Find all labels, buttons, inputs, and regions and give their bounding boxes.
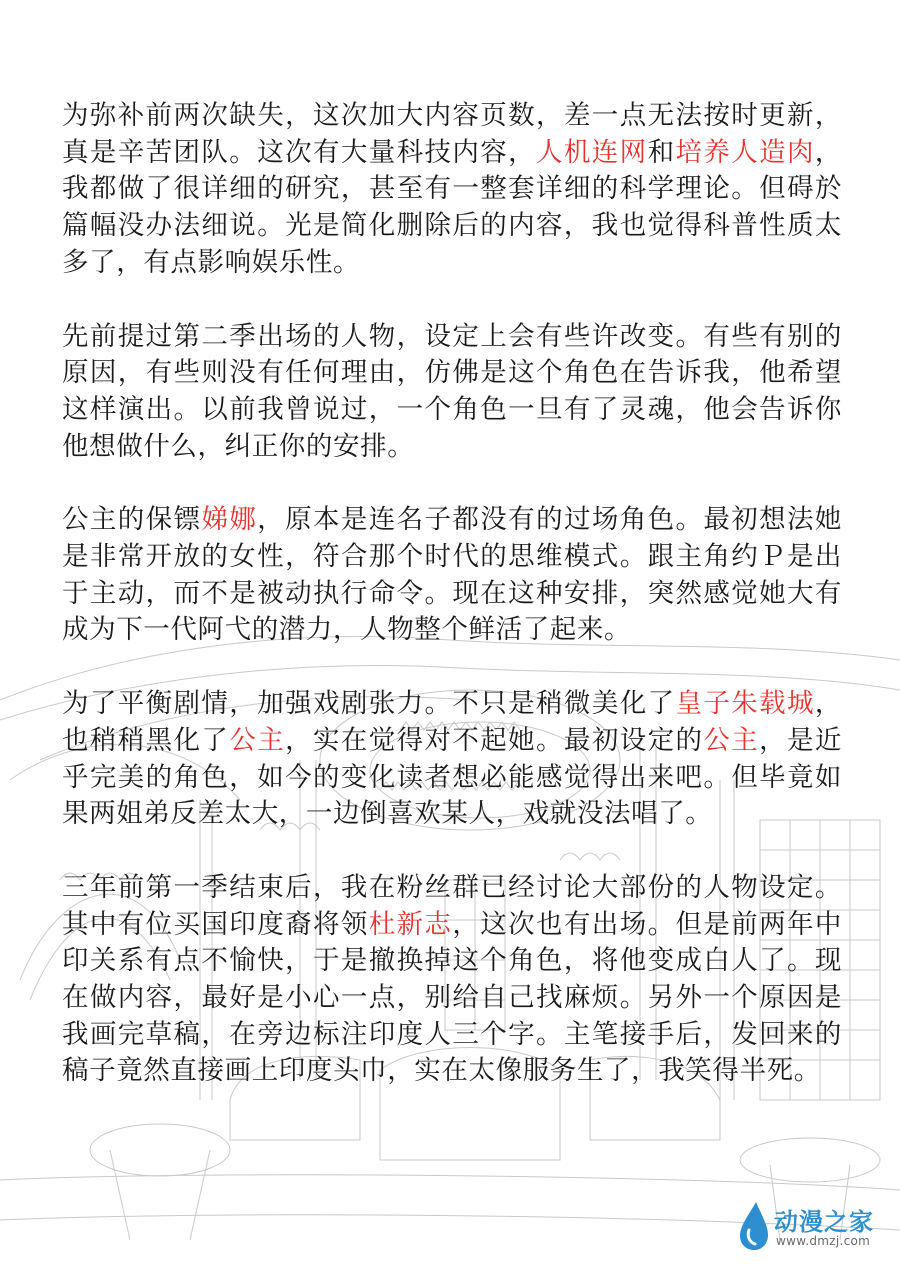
logo-name: 动漫之家 <box>774 1208 874 1236</box>
article-body <box>62 98 842 1127</box>
text-segment: 先前提过第二季出场的人物，设定上会有些许改变。有些有别的原因，有些则没有任何理由，仿佛是这个角色在告诉我，他希望这样演出。以前我曾说过，一个角色一旦有了灵魂，他会告诉你他想做什么，纠正你的安排。 <box>62 320 842 462</box>
paragraph <box>62 98 842 282</box>
highlighted-term: 人机连网 <box>536 136 648 168</box>
text-segment: ，实在觉得对不起她。最初设定的 <box>285 724 704 756</box>
text-segment: ，是近乎完美的角色，如今的变化读者想必能感觉得出来吧。但毕竟如果两姐弟反差太大，一边倒喜欢某人，戏就没法唱了。 <box>62 724 843 830</box>
text-segment: 和 <box>647 136 676 168</box>
logo-url: www.dmzj.com <box>776 1234 871 1248</box>
highlighted-term: 娣娜 <box>201 504 258 536</box>
paragraph <box>62 686 842 833</box>
highlighted-term: 杜新志 <box>368 908 453 940</box>
highlighted-term: 公主 <box>229 724 286 756</box>
paragraph <box>62 502 842 649</box>
water-drop-icon <box>736 1200 772 1252</box>
highlighted-term: 公主 <box>703 724 760 756</box>
text-segment: ，这次也有出场。但是前两年中印关系有点不愉快，于是撤换掉这个角色，将他变成白人了。现在做内容，最好是小心一点，别给自己找麻烦。另外一个原因是我画完草稿，在旁边标注印度人三个字。主笔接手后，发回来的稿子竟然直接画上印度头巾，实在太像服务生了，我笑得半死。 <box>62 908 842 1087</box>
highlighted-term: 皇子朱载城 <box>675 688 815 720</box>
paragraph <box>62 319 842 466</box>
text-segment: 三年前第一季结束后，我在粉丝群已经讨论大部份的人物设定。其中有位买国印度裔将领 <box>62 871 842 940</box>
text-segment: 为了平衡剧情，加强戏剧张力。不只是稍微美化了 <box>62 688 676 720</box>
text-segment: ，原本是连名子都没有的过场角色。最初想法她是非常开放的女性，符合那个时代的思维模式。跟主角约Ｐ是出于主动，而不是被动执行命令。现在这种安排，突然感觉她大有成为下一代阿弋的潜力，人物整个鲜活了起来。 <box>62 504 843 646</box>
text-segment: 为弥补前两次缺失，这次加大内容页数，差一点无法按时更新，真是辛苦团队。这次有大量科技内容， <box>62 100 842 168</box>
paragraph <box>62 870 842 1090</box>
text-segment: 公主的保镖 <box>62 504 202 536</box>
text-segment: ，也稍稍黑化了 <box>62 688 843 756</box>
site-logo[interactable] <box>736 1198 886 1258</box>
highlighted-term: 培养人造肉 <box>675 136 815 168</box>
text-segment: ，我都做了很详细的研究，甚至有一整套详细的科学理论。但碍於篇幅没办法细说。光是简化删除后的内容，我也觉得科普性质太多了，有点影响娱乐性。 <box>62 136 842 278</box>
